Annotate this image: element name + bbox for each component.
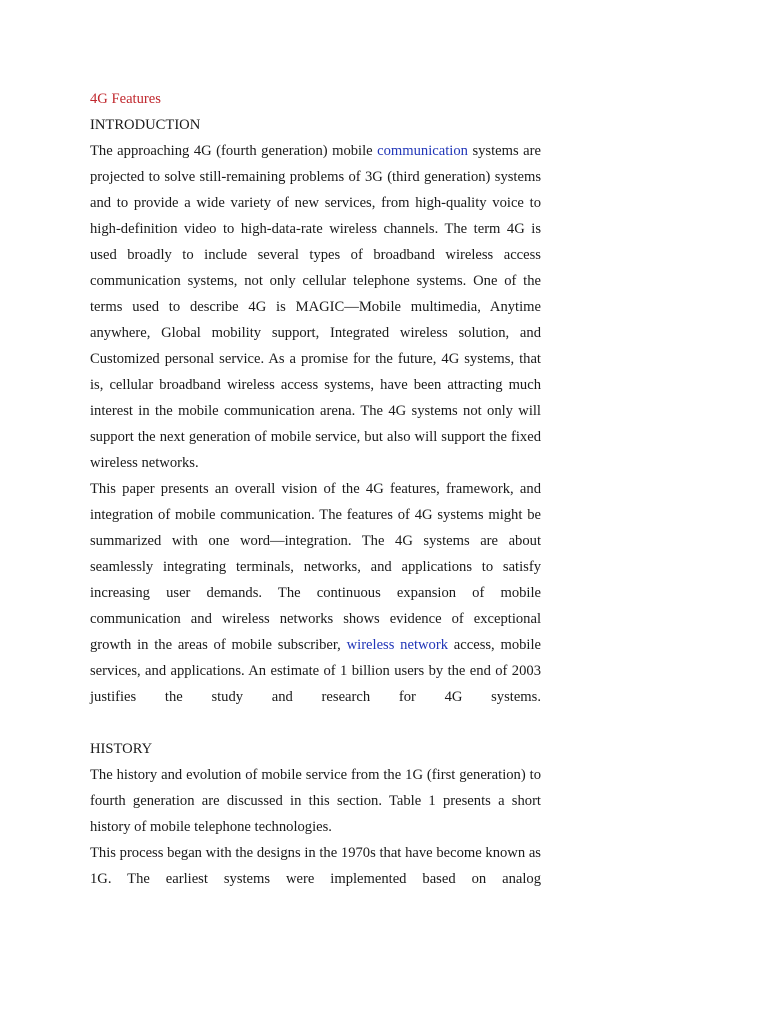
- intro-p1-text-a: The approaching 4G (fourth generation) mobile: [90, 143, 378, 159]
- intro-p2-text-b: access, mobile services, and applications. An estimate of 1 billion users by the end of 2003 justifies the study and research for 4G systems.: [90, 637, 541, 705]
- document-title: 4G Features: [90, 91, 161, 107]
- history-heading: HISTORY: [90, 741, 153, 757]
- intro-p1-text-b: systems are projected to solve still-remaining problems of 3G (third generation) systems and to provide a wide variety of new services, from high-quality voice to high-definition video to high-data-rate wireless channels. The term 4G is used broadly to include several types of broadband wireless access communication systems, not only cellular telephone systems. One of the terms used to describe 4G is MAGIC—Mobile multimedia, Anytime anywhere, Global mobility support, Integrated wireless solution, and Customized personal service. As a promise for the future, 4G systems, that is, cellular broadband wireless access systems, have been attracting much interest in the mobile communication arena. The 4G systems not only will support the next generation of mobile service, but also will support the fixed wireless networks.: [90, 143, 541, 471]
- intro-paragraph-1: [90, 138, 541, 476]
- history-paragraph-1: The history and evolution of mobile service from the 1G (first generation) to fourth generation are discussed in this section. Table 1 presents a short history of mobile telephone technologies.: [90, 767, 541, 835]
- communication-link[interactable]: communication: [377, 143, 468, 159]
- section-spacer: [90, 710, 541, 736]
- history-paragraph-2: This process began with the designs in the 1970s that have become known as 1G. The earliest systems were implemented based on analog: [90, 845, 541, 887]
- wireless-network-link[interactable]: wireless network: [346, 637, 449, 653]
- document-page: [90, 86, 541, 892]
- intro-paragraph-2: [90, 476, 541, 710]
- intro-p2-text-a: This paper presents an overall vision of the 4G features, framework, and integration of mobile communication. The features of 4G systems might be summarized with one word—integration. The 4G systems are about seamlessly integrating terminals, networks, and applications to satisfy increasing user demands. The continuous expansion of mobile communication and wireless networks shows evidence of exceptional growth in the areas of mobile subscriber,: [90, 481, 541, 653]
- intro-heading: INTRODUCTION: [90, 117, 201, 133]
